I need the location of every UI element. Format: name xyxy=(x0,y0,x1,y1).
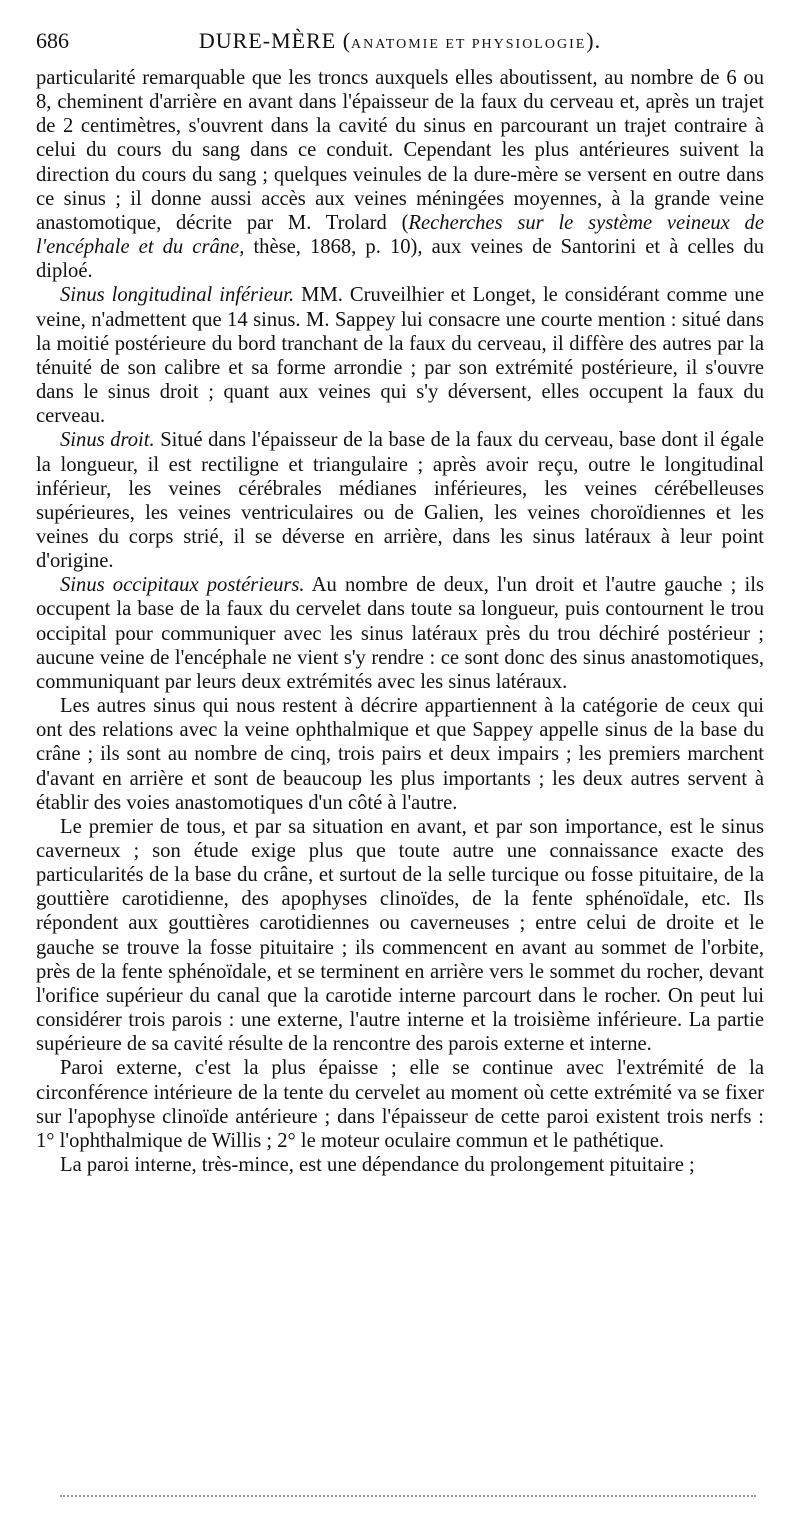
paragraph xyxy=(36,66,764,283)
text-run: Paroi externe, c'est la plus épaisse ; elle se continue avec l'extrémité de la circonférence intérieure de la tente du cervelet au moment où cette extrémité va se fixer sur l'apophyse clinoïde antérieure ; dans l'épaisseur de cette paroi existent trois nerfs : 1° l'ophthalmique de Willis ; 2° le moteur oculaire commun et le pathétique. xyxy=(36,1057,764,1152)
text-run: La paroi interne, très-mince, est une dépendance du prolongement pituitaire ; xyxy=(60,1154,695,1177)
italic-text: Sinus occipitaux postérieurs. xyxy=(60,574,305,597)
paragraph xyxy=(36,815,764,1057)
paragraph xyxy=(36,573,764,694)
italic-text: Sinus droit. xyxy=(60,429,155,452)
text-run: Au nombre de deux, l'un droit et l'autre gauche ; ils occupent la base de la faux du cervelet dans toute sa longueur, puis contournent le trou occipital pour communiquer avec les sinus latéraux près du trou déchiré postérieur ; aucune veine de l'encéphale ne vient s'y rendre : ce sont donc des sinus anastomotiques, communiquant par leurs deux extrémités avec les sinus latéraux. xyxy=(36,574,764,693)
running-title-end: ). xyxy=(586,28,602,53)
running-title xyxy=(96,28,764,54)
paragraph xyxy=(36,1056,764,1153)
text-run: Situé dans l'épaisseur de la base de la faux du cerveau, base dont il égale la longueur, il est rectiligne et triangulaire ; après avoir reçu, outre le longitudinal inférieur, les veines cérébrales médianes inférieures, les veines cérébelleuses supérieures, les veines ventriculaires ou de Galien, les veines choroïdiennes et les veines du corps strié, il se déverse en arrière, dans les sinus latéraux à leur point d'origine. xyxy=(36,429,764,573)
paragraph xyxy=(36,1153,764,1177)
running-header xyxy=(36,28,764,62)
paragraph xyxy=(36,694,764,815)
text-run: particularité remarquable que les troncs auxquels elles aboutissent, au nombre de 6 ou 8, cheminent d'arrière en avant dans l'épaisseur de la faux du cerveau et, après un trajet de 2 centimètres, s'ouvrent dans la cavité du sinus en parcourant un trajet contraire à celui du cours du sang dans ce conduit. Cependant les plus antérieures suivent la direction du cours du sang ; quelques veinules de la dure-mère se versent en outre dans ce sinus ; il donne aussi accès aux veines méningées moyennes, à la grande veine anastomotique, décrite par M. Trolard ( xyxy=(36,67,764,234)
text-run: thèse, 1868, p. 10), aux veines de Santorini et à celles du diploé. xyxy=(36,236,764,283)
text-run: Le premier de tous, et par sa situation en avant, et par son importance, est le sinus caverneux ; son étude exige plus que toute autre une connaissance exacte des particularités de la base du crâne, et surtout de la selle turcique ou fosse pituitaire, de la gouttière carotidienne, des apophyses clinoïdes, de la fente sphénoïdale, etc. Ils répondent aux gouttières carotidiennes ou caverneuses ; entre celui de droite et le gauche se trouve la fosse pituitaire ; ils commencent en avant au sommet de l'orbite, près de la fente sphénoïdale, et se terminent en arrière vers le sommet du rocher, devant l'orifice supérieur du canal que la carotide interne parcourt dans le rocher. On peut lui considérer trois parois : une externe, l'autre interne et la troisième inférieure. La partie supérieure de sa cavité résulte de la rencontre des parois externe et interne. xyxy=(36,815,764,1056)
text-run: Les autres sinus qui nous restent à décrire appartiennent à la catégorie de ceux qui ont des relations avec la veine ophthalmique et que Sappey appelle sinus de la base du crâne ; ils sont au nombre de cinq, trois pairs et deux impairs ; les premiers marchent d'avant en arrière et sont de beaucoup les plus importants ; les deux autres servent à établir des voies anastomotiques d'un côté à l'autre. xyxy=(36,695,764,814)
running-title-subtitle: ANATOMIE ET PHYSIOLOGIE xyxy=(351,37,587,52)
italic-text: Recherches sur le système veineux de l'encéphale et du crâne, xyxy=(36,211,764,259)
page-number: 686 xyxy=(36,28,69,53)
paragraph xyxy=(36,428,764,573)
italic-text: Sinus longitudinal inférieur. xyxy=(60,284,295,307)
running-title-main: DURE-MÈRE ( xyxy=(198,28,352,53)
text-run: MM. Cruveilhier et Longet, le considérant comme une veine, n'admettent que 14 sinus. M. Sappey lui consacre une courte mention : situé dans la moitié postérieure du bord tranchant de la faux du cerveau, il diffère des autres par la ténuité de son calibre et sa forme arrondie ; par son extrémité postérieure, il s'ouvre dans le sinus droit ; quant aux veines qui s'y déversent, elles occupent la faux du cerveau. xyxy=(36,284,764,428)
paragraph xyxy=(36,283,764,428)
footer-rule xyxy=(60,1495,756,1497)
body-text xyxy=(36,66,764,1177)
